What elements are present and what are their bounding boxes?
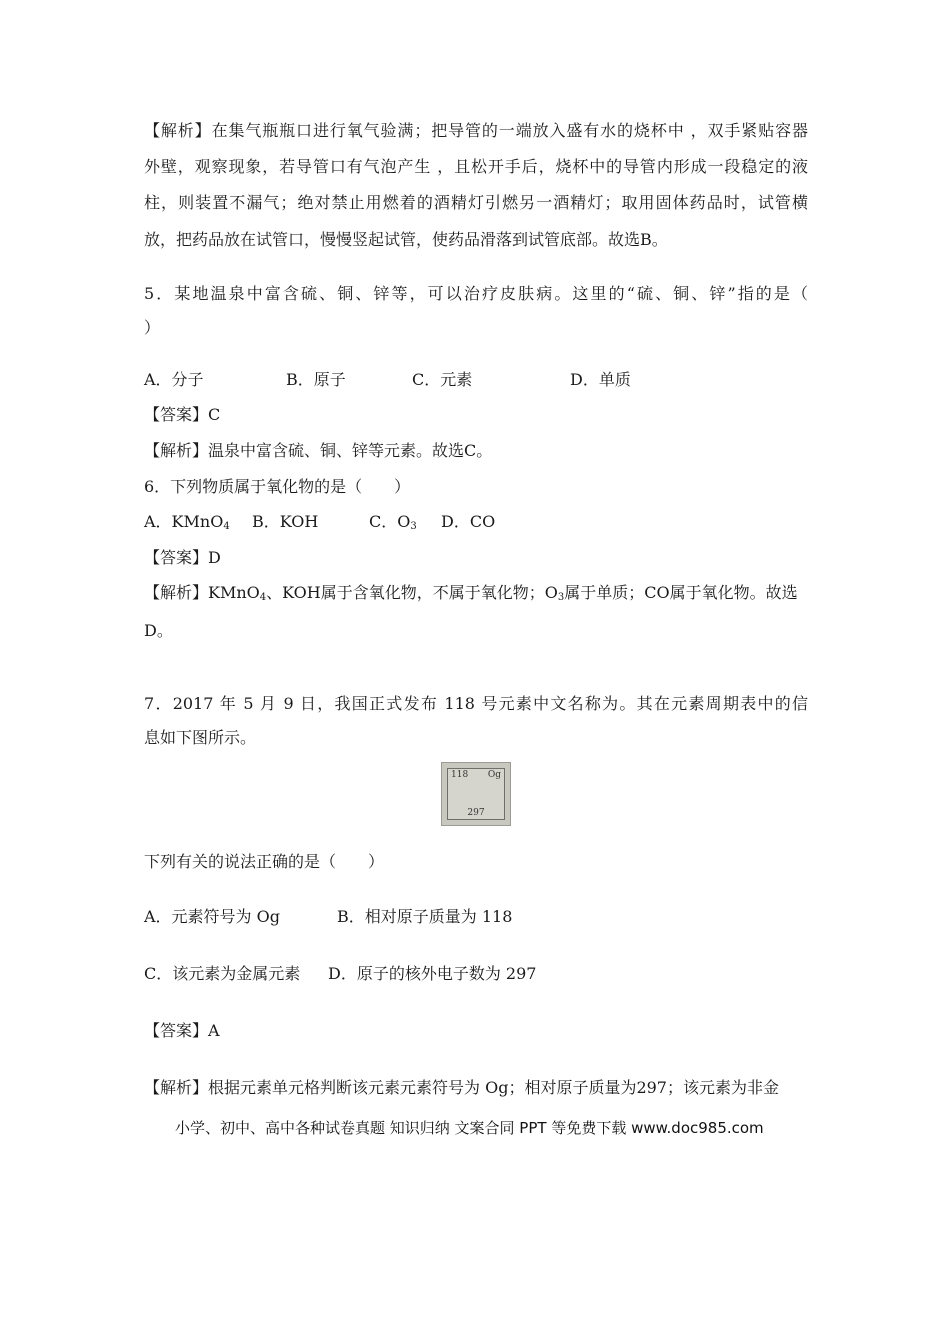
q7-options-row-2 bbox=[144, 964, 808, 984]
q7-option-a: A．元素符号为 Og bbox=[144, 907, 281, 926]
q6-stem: 6．下列物质属于氧化物的是（ ） bbox=[144, 477, 411, 496]
relative-atomic-mass: 297 bbox=[467, 808, 485, 818]
q5-stem-line-2: ） bbox=[144, 318, 161, 337]
q4-analysis-line-2: 外壁，观察现象，若导管口有气泡产生 ，且松开手后，烧杯中的导管内形成一段稳定的液 bbox=[144, 157, 808, 176]
q6-analysis-line-1: 【解析】KMnO$_4$、KOH属于含氧化物，不属于氧化物；$O_3$属于单质；CO属于氧化物。故选 bbox=[144, 583, 798, 603]
q7-option-c: C．该元素为金属元素 bbox=[144, 964, 301, 983]
q5-options bbox=[144, 370, 808, 390]
q5-option-a: A．分子 bbox=[144, 370, 204, 389]
q4-analysis-line-1: 【解析】在集气瓶瓶口进行氧气验满；把导管的一端放入盛有水的烧杯中 ，双手紧贴容器 bbox=[144, 121, 808, 140]
q7-question: 下列有关的说法正确的是（ ） bbox=[144, 852, 385, 871]
q6-options bbox=[144, 512, 808, 532]
q6-answer: 【答案】D bbox=[144, 548, 221, 567]
element-symbol: Og bbox=[487, 770, 501, 780]
q5-stem-line-1: 5．某地温泉中富含硫、铜、锌等，可以治疗皮肤病。这里的“硫、铜、锌”指的是（ bbox=[144, 284, 808, 303]
q6-option-a: A．KMnO$_4$ bbox=[144, 512, 230, 532]
q4-analysis-line-4: 放，把药品放在试管口，慢慢竖起试管，使药品滑落到试管底部。故选B。 bbox=[144, 230, 668, 249]
q7-option-d: D．原子的核外电子数为 297 bbox=[328, 964, 537, 983]
q7-stem-line-2: 息如下图所示。 bbox=[144, 728, 257, 747]
q7-option-b: B．相对原子质量为 118 bbox=[337, 907, 513, 926]
q4-analysis-line-3: 柱，则装置不漏气；绝对禁止用燃着的酒精灯引燃另一酒精灯；取用固体药品时，试管横 bbox=[144, 193, 808, 212]
q6-option-d: D．CO bbox=[441, 512, 496, 531]
periodic-table-cell-figure bbox=[441, 762, 511, 826]
q5-option-b: B．原子 bbox=[286, 370, 346, 389]
q5-option-c: C．元素 bbox=[412, 370, 473, 389]
q5-answer: 【答案】C bbox=[144, 405, 221, 424]
q6-option-c: C．$O_3$ bbox=[369, 512, 417, 532]
q6-analysis-line-2: D。 bbox=[144, 621, 173, 640]
q7-analysis: 【解析】根据元素单元格判断该元素元素符号为 Og；相对原子质量为297；该元素为非金 bbox=[144, 1078, 779, 1097]
q7-stem-line-1: 7．2017 年 5 月 9 日，我国正式发布 118 号元素中文名称为。其在元素周期表中的信 bbox=[144, 694, 808, 713]
q7-options-row-1 bbox=[144, 907, 808, 927]
footer-watermark-text: 小学、初中、高中各种试卷真题 知识归纳 文案合同 PPT 等免费下载 www.doc985.com bbox=[175, 1119, 764, 1137]
q5-option-d: D．单质 bbox=[570, 370, 631, 389]
q6-option-b: B．KOH bbox=[252, 512, 319, 531]
atomic-number: 118 bbox=[451, 770, 469, 780]
q7-answer: 【答案】A bbox=[144, 1021, 220, 1040]
q5-analysis: 【解析】温泉中富含硫、铜、锌等元素。故选C。 bbox=[144, 441, 493, 460]
